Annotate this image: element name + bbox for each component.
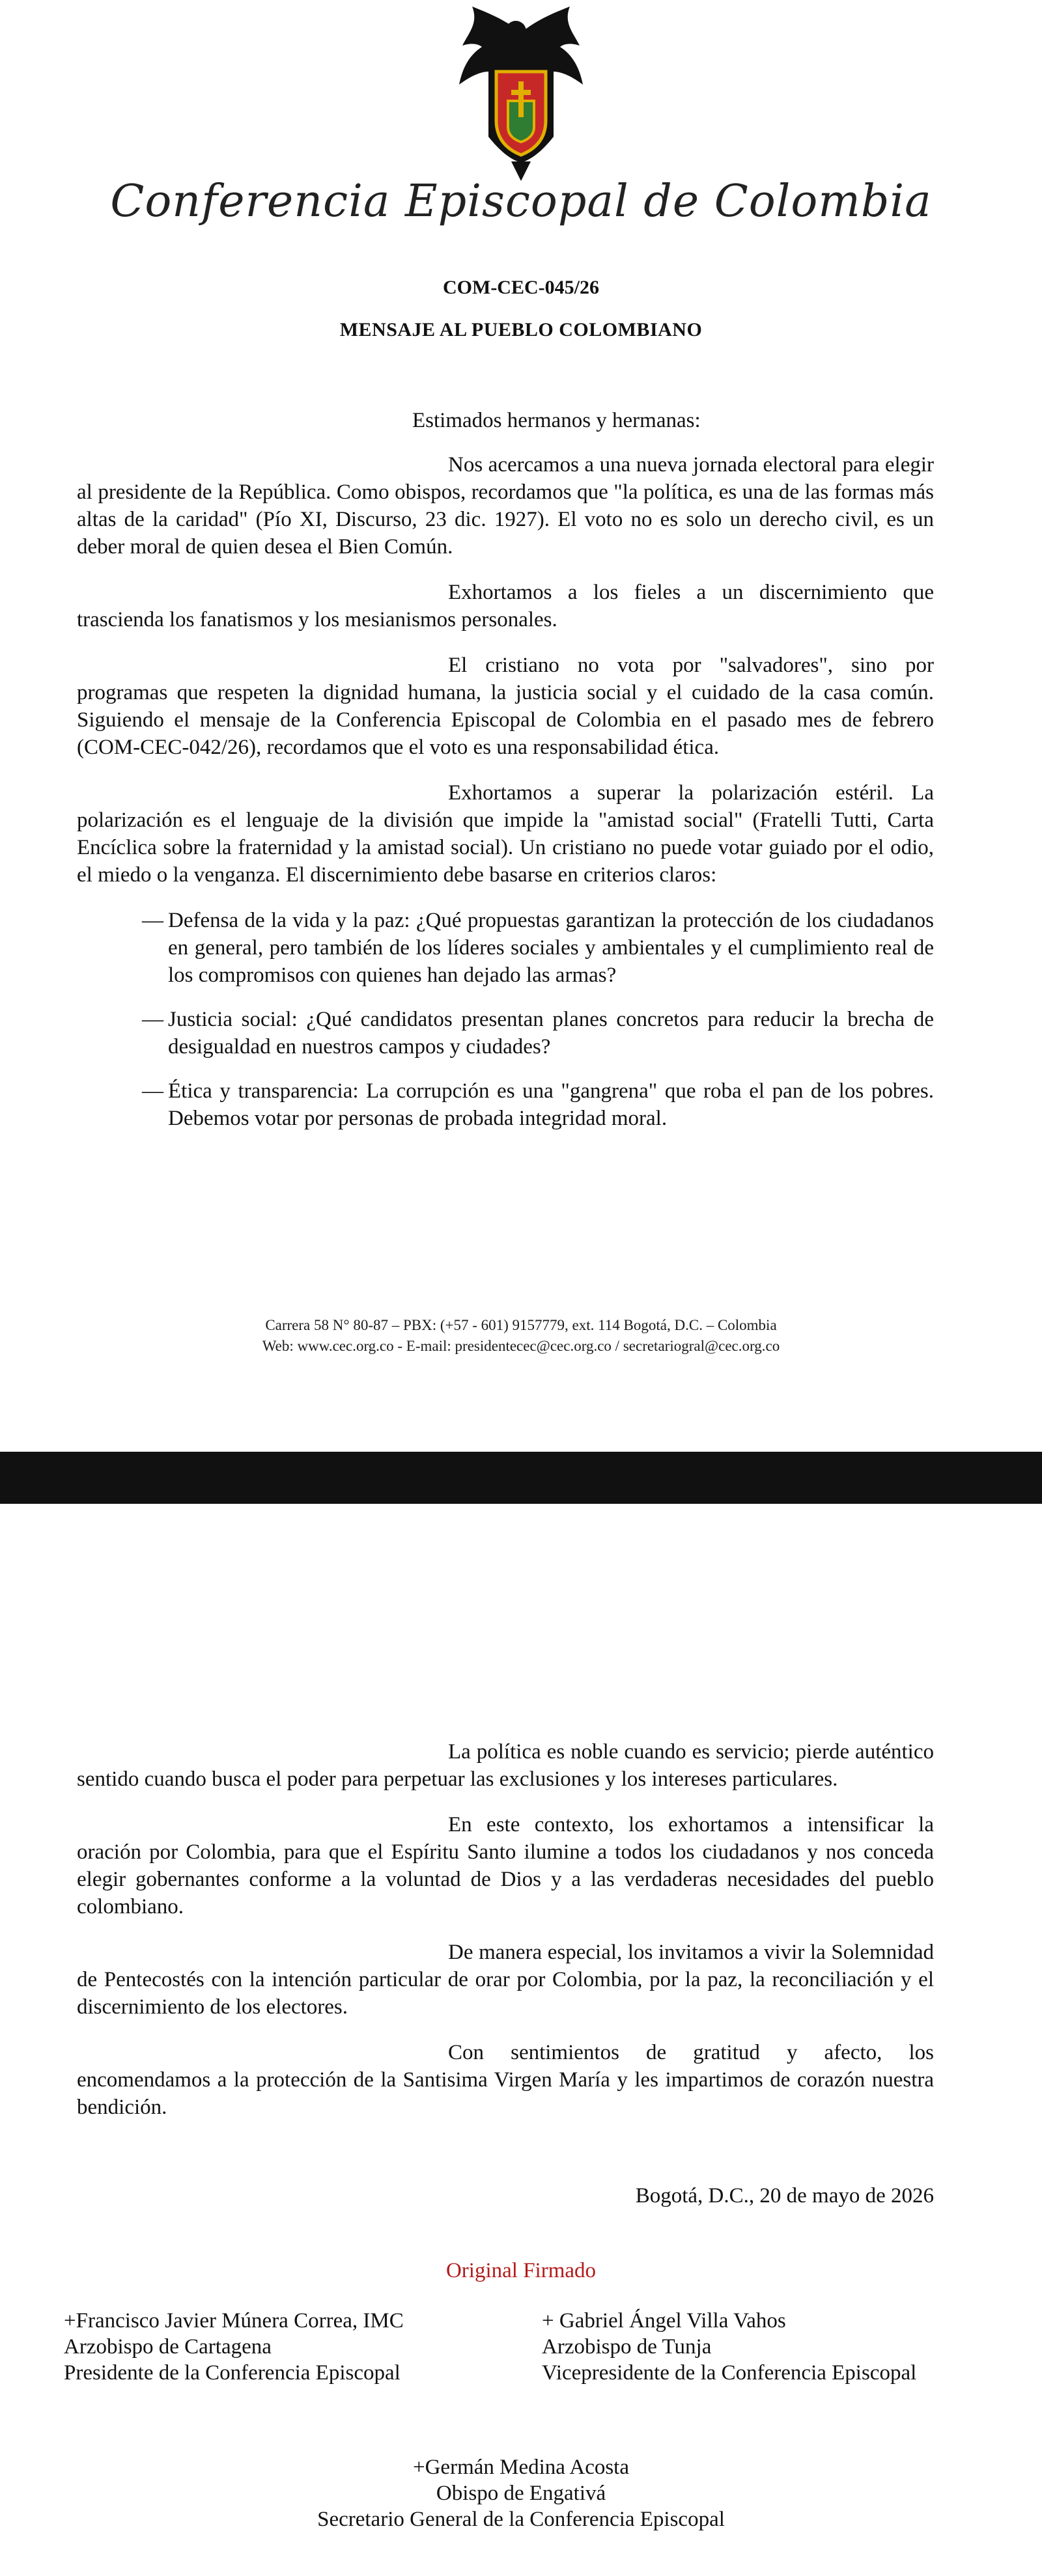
signatory-role: Presidente de la Conferencia Episcopal xyxy=(64,2361,401,2385)
paragraph: La política es noble cuando es servicio; pierde auténtico sentido cuando busca el poder para perpetuar las exclusiones y los intereses particulares. xyxy=(77,1740,934,1791)
signatory-see: Arzobispo de Tunja xyxy=(542,2335,712,2359)
paragraph: Nos acercamos a una nueva jornada electoral para elegir al presidente de la República. Como obispos, recordamos que "la política, es una de las formas más altas de la caridad" (Pío XI, Discurso, 23 dic. 1927). El voto no es solo un derecho civil, es un deber moral de quien desea el Bien Común. xyxy=(77,453,934,559)
web-email-line: Web: www.cec.org.co - E-mail: presidentecec@cec.org.co / secretariogral@cec.org.co xyxy=(262,1338,780,1354)
signatory-president xyxy=(64,2308,404,2386)
em-dash-bullet: — xyxy=(142,1008,163,1031)
date-line: Bogotá, D.C., 20 de mayo de 2026 xyxy=(635,2184,934,2208)
em-dash-bullet: — xyxy=(142,1079,163,1103)
paragraph: Exhortamos a los fieles a un discernimiento que trascienda los fanatismos y los mesianismos personales. xyxy=(77,581,934,631)
criteria-list xyxy=(77,907,934,1132)
em-dash-bullet: — xyxy=(142,909,163,932)
page-separator xyxy=(0,1452,1042,1504)
signatory-role: Secretario General de la Conferencia Episcopal xyxy=(317,2508,725,2531)
criteria-text: Ética y transparencia: La corrupción es una "gangrena" que roba el pan de los pobres. Debemos votar por personas de probada integridad moral. xyxy=(168,1079,934,1130)
organization-name: Conferencia Episcopal de Colombia xyxy=(110,176,932,227)
signatory-secretary xyxy=(0,2454,1042,2532)
document-title: MENSAJE AL PUEBLO COLOMBIANO xyxy=(339,319,703,340)
original-signed-label: Original Firmado xyxy=(445,2259,597,2282)
criteria-item xyxy=(77,1077,934,1132)
signatory-see: Arzobispo de Cartagena xyxy=(64,2335,272,2359)
criteria-item xyxy=(77,907,934,989)
paragraph: Con sentimientos de gratitud y afecto, los encomendamos a la protección de la Santisima Virgen María y les impartimos de corazón nuestra bendición. xyxy=(77,2041,934,2119)
criteria-text: Justicia social: ¿Qué candidatos presentan planes concretos para reducir la brecha de desigualdad en nuestros campos y ciudades? xyxy=(168,1008,934,1059)
document-page-2 xyxy=(0,1504,1042,2576)
episcopal-crest-icon xyxy=(443,7,599,182)
document-code: COM-CEC-045/26 xyxy=(443,277,599,298)
signatory-vicepresident xyxy=(542,2308,916,2386)
paragraph: El cristiano no vota por "salvadores", sino por programas que respeten la dignidad humana, la justicia social y el cuidado de la casa común. Siguiendo el mensaje de la Conferencia Episcopal de Colombia en el pasado mes de febrero (COM-CEC-042/26), recordamos que el voto es una responsabilidad ética. xyxy=(77,654,934,759)
paragraph: Exhortamos a superar la polarización estéril. La polarización es el lenguaje de la división que impide la "amistad social" (Fratelli Tutti, Carta Encíclica sobre la fraternidad y la amistad social). Un cristiano no puede votar guiado por el odio, el miedo o la venganza. El discernimiento debe basarse en criterios claros: xyxy=(77,781,934,887)
paragraph: De manera especial, los invitamos a vivir la Solemnidad de Pentecostés con la intención particular de orar por Colombia, por la paz, la reconciliación y el discernimiento de los electores. xyxy=(77,1941,934,2019)
signatory-role: Vicepresidente de la Conferencia Episcopal xyxy=(542,2361,917,2385)
signatory-see: Obispo de Engativá xyxy=(436,2482,606,2505)
salutation: Estimados hermanos y hermanas: xyxy=(412,409,701,432)
signatory-name: + Gabriel Ángel Villa Vahos xyxy=(542,2309,786,2333)
contact-footer xyxy=(0,1315,1042,1357)
signatory-name: +Germán Medina Acosta xyxy=(412,2456,629,2479)
criteria-item xyxy=(77,1006,934,1060)
signatory-name: +Francisco Javier Múnera Correa, IMC xyxy=(64,2309,404,2333)
address-line: Carrera 58 N° 80-87 – PBX: (+57 - 601) 9157779, ext. 114 Bogotá, D.C. – Colombia xyxy=(265,1317,777,1333)
paragraph: En este contexto, los exhortamos a intensificar la oración por Colombia, para que el Espíritu Santo ilumine a todos los ciudadanos y nos conceda elegir gobernantes conforme a la voluntad de Dios y a las verdaderas necesidades del pueblo colombiano. xyxy=(77,1813,934,1918)
message-body-part-1 xyxy=(77,407,934,1149)
message-body-part-2 xyxy=(77,1738,934,2139)
criteria-text: Defensa de la vida y la paz: ¿Qué propuestas garantizan la protección de los ciudadanos en general, pero también de los líderes sociales y ambientales y el cumplimiento real de los compromisos con quienes han dejado las armas? xyxy=(168,909,934,987)
